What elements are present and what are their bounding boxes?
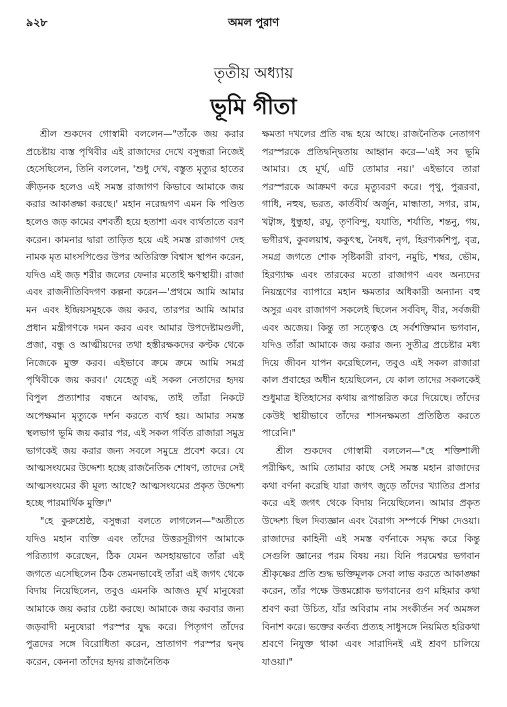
right-column [262, 126, 480, 671]
paragraph: শ্রীল শুকদেব গোস্বামী বললেন—"হে শক্তিশালী পরীক্ষিৎ, আমি তোমার কাছে সেই সমস্ত মহান রাজাদের কথা বর্ণনা করেছি যারা জগৎ জুড়ে তাঁদের খ্যাতির প্রসার করে এই জগৎ থেকে বিদায় নিয়েছিলেন। আমার প্রকৃত উদ্দেশ্য ছিল দিব্যজ্ঞান এবং বৈরাগ্য সম্পর্কে শিক্ষা দেওয়া। রাজাদের কাহিনী এই সমস্ত বর্ণনাকে সমৃদ্ধ করে কিন্তু সেগুলি জ্ঞানের পরম বিষয় নয়। যিনি পরমেশ্বর ভগবান শ্রীকৃষ্ণের প্রতি শুদ্ধ ভক্তিমূলক সেবা লাভ করতে আকাঙ্ক্ষা করেন, তাঁর পক্ষে উত্তমশ্লোক ভগবানের গুণ মহিমার কথা শ্রবণ করা উচিত, যাঁর অবিরাম নাম সংকীর্তন সর্ব অমঙ্গল বিনাশ করে। ভক্তের কর্তব্য প্রত্যহ সাধুসঙ্গে নিয়মিত হরিকথা শ্রবণে নিযুক্ত থাকা এবং সারাদিনই এই শ্রবণ চালিয়ে যাওয়া।" [262, 445, 480, 668]
running-header [0, 14, 507, 30]
paragraph: ক্ষমতা দখলের প্রতি বদ্ধ হয়ে আছে। রাজনৈতিক নেতাগণ পরস্পরকে প্রতিদ্বন্দ্বিতায় আহ্বান করে—'এই সব ভূমি আমার। হে মূর্খ, এটি তোমার নয়।' এইভাবে তারা পরস্পরকে আক্রমণ করে মৃত্যুবরণ করে। পৃথু, পুরূরবা, গাধি, নহুষ, ভরত, কার্তবীর্য অর্জুন, মান্ধাতা, সগর, রাম, খট্বাঙ্গ, ধুন্ধুহা, রঘু, তৃণবিন্দু, যযাতি, শর্যাতি, শন্তনু, গয়, ভগীরথ, কুবলয়াশ্ব, ককুৎস্থ, নৈষধ, নৃগ, হিরণ্যকশিপু, বৃত্র, সমগ্র জগতে শোক সৃষ্টিকারী রাবণ, নমুচি, শম্বর, ভৌম, হিরণ্যাক্ষ এবং তারকের মতো রাজাগণ এবং অন্যদের নিয়ন্ত্রণের ব্যাপারে মহান ক্ষমতার অধিকারী অন্যান্য বহু অসুর এবং রাজাগণ সকলেই ছিলেন সর্ববিদ্, বীর, সর্বজয়ী এবং অজেয়। কিন্তু তা সত্ত্বেও হে সর্বশক্তিমান ভগবান, যদিও তাঁরা আমাকে জয় করার জন্য সুতীব্র প্রচেষ্টার মধ্য দিয়ে জীবন যাপন করেছিলেন, তবুও এই সকল রাজারা কাল প্রবাহের অধীন হয়েছিলেন, যে কাল তাদের সকলকেই শুধুমাত্র ইতিহাসের কথায় রূপান্তরিত করে দিয়েছে। তাঁদের কেউই স্থায়ীভাবে তাঁদের শাসনক্ষমতা প্রতিষ্ঠিত করতে পারেনি।" [262, 129, 480, 440]
paragraph: শ্রীল শুকদেব গোস্বামী বললেন—"তাঁকে জয় করার প্রচেষ্টায় ব্যস্ত পৃথিবীর এই রাজাদের দেখে বসুন্ধরা নিজেই হেসেছিলেন, তিনি বললেন, 'শুধু দেখ, বস্তুত মৃত্যুর হাতের ক্রীড়নক হলেও এই সমস্ত রাজাগণ কিভাবে আমাকে জয় করার আকাঙ্ক্ষা করছে।' মহান নরেন্দ্রগণ এমন কি পণ্ডিত হলেও জড় কামের বশবর্তী হয়ে হতাশা এবং ব্যর্থতাতে বরণ করেন। কামনার দ্বারা তাড়িত হয়ে এই সমস্ত রাজাগণ দেহ নামক মৃত মাংসপিণ্ডের উপর অতিরিক্ত বিশ্বাস স্থাপন করেন, যদিও এই জড় শরীর জলের ফেনার মতোই ক্ষণস্থায়ী। রাজা এবং রাজনীতিবিদগণ কল্পনা করেন—'প্রথমে আমি আমার মন এবং ইন্দ্রিয়সমূহকে জয় করব, তারপর আমি আমার প্রধান মন্ত্রীগণকে দমন করব এবং আমার উপদেষ্টামণ্ডলী, প্রজা, বন্ধু ও আত্মীয়দের তথা হস্তীরক্ষকদের কণ্টক থেকে নিজেকে মুক্ত করব। এইভাবে ক্রমে ক্রমে আমি সমগ্র পৃথিবীকে জয় করব।' যেহেতু এই সকল নেতাদের হৃদয় বিপুল প্রত্যাশার বন্ধনে আবদ্ধ, তাই তাঁরা নিকটে অপেক্ষমান মৃত্যুকে দর্শন করতে ব্যর্থ হয়। আমার সমস্ত স্থলভাগ ভূমি জয় করার পর, এই সকল গর্বিত রাজারা সমুদ্র ভাগকেই জয় করার জন্য সবলে সমুদ্রে প্রবেশ করে। যে আত্মসংযমের উদ্দেশ্য হচ্ছে রাজনৈতিক শোষণ, তাদের সেই আত্মসংযমের কী মূল্য আছে? আত্মসংযমের প্রকৃত উদ্দেশ্য হচ্ছে পারমার্থিক মুক্তি।" [26, 129, 244, 510]
page-number: ৯২৮ [26, 16, 48, 29]
paragraph: "হে কুরুশ্রেষ্ঠ, বসুন্ধরা বলতে লাগলেন—"অতীতে যদিও মহান ব্যক্তি এবং তাঁদের উত্তরসূরীগণ আমাকে পরিত্যাগ করেছেন, ঠিক যেমন অসহায়ভাবে তাঁরা এই জগতে এসেছিলেন ঠিক তেমনভাবেই তাঁরা এই জগৎ থেকে বিদায় নিয়েছিলেন, তবুও এমনকি আজও মূর্খ মানুষেরা আমাকে জয় করার চেষ্টা করছে। আমাকে জয় করবার জন্য জড়বাদী মনুষ্যেরা পরস্পর যুদ্ধ করে। পিতৃগণ তাঁদের পুত্রদের সঙ্গে বিরোধিতা করেন, ভ্রাতাগণ পরস্পর দ্বন্দ্ব করেন, কেননা তাঁদের হৃদয় রাজনৈতিক [26, 516, 244, 668]
section-title: ভূমি গীতা [210, 95, 297, 120]
book-title: অমল পুরাণ [227, 16, 280, 29]
chapter-heading: তৃতীয় অধ্যায় [213, 64, 294, 82]
left-column [26, 126, 244, 671]
